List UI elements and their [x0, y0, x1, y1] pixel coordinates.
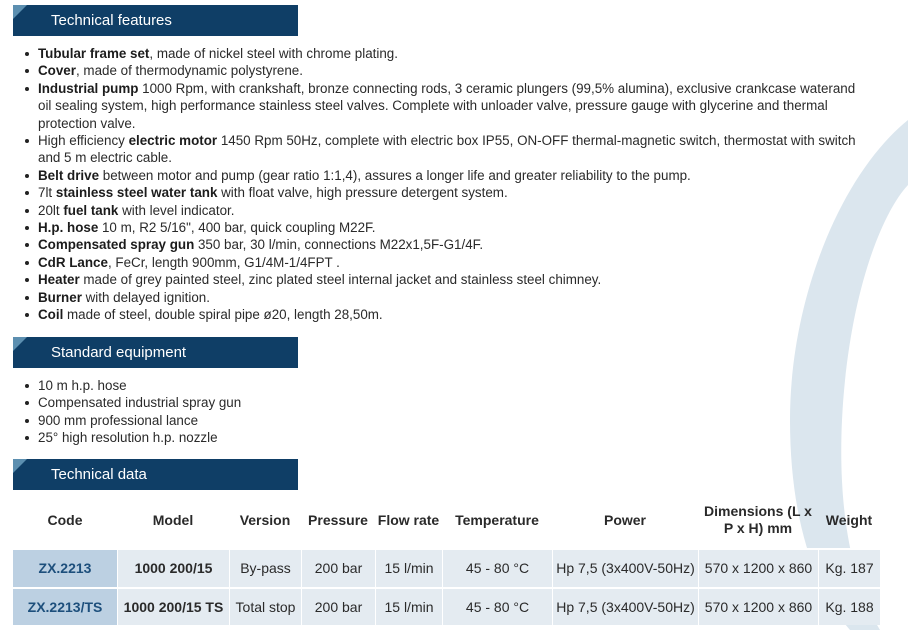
equipment-item: Compensated industrial spray gun	[23, 394, 523, 411]
feature-name: electric motor	[128, 133, 218, 149]
feature-item	[23, 184, 868, 201]
feature-description: 1000 Rpm, with crankshaft, bronze connecting rods, 3 ceramic plungers (99,5% alumina), exclusive crankcase waterand oil sealing system, high performance stainless steel valves. Complete with unloader valve, pressure gauge with glycerine and thermal protection valve.	[38, 80, 856, 131]
technical-data-header	[13, 459, 298, 490]
feature-name: Heater	[38, 272, 80, 288]
column-header-temperature: Temperature	[455, 511, 539, 528]
cell-flow-rate: 15 l/min	[375, 587, 442, 625]
feature-name: Cover	[38, 63, 76, 79]
cell-weight: Kg. 188	[818, 587, 880, 625]
column-header-model: Model	[152, 511, 194, 528]
feature-description: made of steel, double spiral pipe ø20, length 28,50m.	[63, 307, 383, 323]
table-row	[13, 587, 880, 625]
header-corner-accent	[13, 5, 27, 19]
header-corner-accent	[13, 459, 27, 473]
feature-item	[23, 80, 868, 132]
technical-features-header	[13, 5, 298, 36]
technical-features-list	[23, 45, 868, 324]
cell-dimensions: 570 x 1200 x 860	[698, 587, 818, 625]
feature-description: 1450 Rpm 50Hz, complete with electric box IP55, ON-OFF thermal-magnetic switch, thermostat with switch and 5 m electric cable.	[38, 133, 856, 166]
feature-item	[23, 306, 868, 323]
equipment-item: 900 mm professional lance	[23, 412, 523, 429]
feature-item	[23, 254, 868, 271]
feature-name: Tubular frame set	[38, 46, 150, 61]
feature-name: H.p. hose	[38, 220, 99, 236]
cell-code: ZX.2213	[13, 548, 117, 587]
column-header-code: Code	[47, 511, 83, 528]
feature-item	[23, 289, 868, 306]
technical-data-table	[13, 492, 880, 625]
section-title: Standard equipment	[51, 344, 187, 361]
column-header-power: Power	[603, 511, 646, 528]
feature-name: CdR Lance	[38, 254, 108, 270]
feature-item	[23, 202, 868, 219]
cell-pressure: 200 bar	[301, 548, 375, 587]
feature-prefix: 7lt	[38, 185, 56, 201]
header-corner-accent	[13, 337, 27, 351]
cell-version: By-pass	[229, 548, 301, 587]
feature-description: made of grey painted steel, zinc plated steel internal jacket and stainless steel chimney.	[79, 272, 602, 288]
table-row	[13, 548, 880, 587]
feature-name: stainless steel water tank	[55, 185, 218, 201]
feature-prefix: 20lt	[38, 202, 64, 218]
cell-temperature: 45 - 80 °C	[442, 548, 552, 587]
feature-prefix: High efficiency	[38, 133, 129, 149]
column-header-version: Version	[239, 511, 291, 528]
cell-temperature: 45 - 80 °C	[442, 587, 552, 625]
feature-name: Compensated spray gun	[38, 237, 195, 253]
feature-item	[23, 271, 868, 288]
feature-description: , made of nickel steel with chrome plating.	[149, 46, 398, 61]
feature-item	[23, 62, 868, 79]
feature-description: with level indicator.	[118, 202, 235, 218]
feature-name: Industrial pump	[38, 80, 139, 96]
feature-name: Belt drive	[38, 167, 100, 183]
equipment-item: 25° high resolution h.p. nozzle	[23, 429, 523, 446]
column-header-weight: Weight	[825, 511, 873, 528]
feature-description: 10 m, R2 5/16", 400 bar, quick coupling M22F.	[98, 220, 376, 236]
standard-equipment-list	[23, 377, 523, 447]
feature-name: Burner	[38, 289, 82, 305]
feature-description: , made of thermodynamic polystyrene.	[75, 63, 303, 79]
column-header-dimensions: Dimensions (L x P x H) mm	[704, 503, 812, 536]
equipment-item: 10 m h.p. hose	[23, 377, 523, 394]
feature-description: with float valve, high pressure detergent system.	[217, 185, 508, 201]
feature-item	[23, 132, 868, 167]
feature-item	[23, 236, 868, 253]
section-title: Technical data	[51, 466, 147, 483]
cell-pressure: 200 bar	[301, 587, 375, 625]
cell-version: Total stop	[229, 587, 301, 625]
cell-code: ZX.2213/TS	[13, 587, 117, 625]
cell-power: Hp 7,5 (3x400V-50Hz)	[552, 548, 698, 587]
cell-flow-rate: 15 l/min	[375, 548, 442, 587]
feature-description: 350 bar, 30 l/min, connections M22x1,5F-G1/4F.	[194, 237, 484, 253]
column-header-pressure: Pressure	[308, 511, 368, 528]
standard-equipment-header	[13, 337, 298, 368]
cell-weight: Kg. 187	[818, 548, 880, 587]
feature-item	[23, 167, 868, 184]
cell-power: Hp 7,5 (3x400V-50Hz)	[552, 587, 698, 625]
feature-description: between motor and pump (gear ratio 1:1,4), assures a longer life and greater reliability to the pump.	[99, 167, 691, 183]
feature-item	[23, 45, 868, 62]
cell-model: 1000 200/15 TS	[117, 587, 229, 625]
section-title: Technical features	[51, 12, 172, 29]
cell-model: 1000 200/15	[117, 548, 229, 587]
feature-name: Coil	[38, 307, 64, 323]
column-header-flow-rate: Flow rate	[377, 511, 440, 528]
feature-item	[23, 219, 868, 236]
feature-name: fuel tank	[63, 202, 119, 218]
table-header-row	[13, 492, 880, 548]
cell-dimensions: 570 x 1200 x 860	[698, 548, 818, 587]
feature-description: with delayed ignition.	[81, 289, 210, 305]
feature-description: , FeCr, length 900mm, G1/4M-1/4FPT .	[107, 254, 340, 270]
